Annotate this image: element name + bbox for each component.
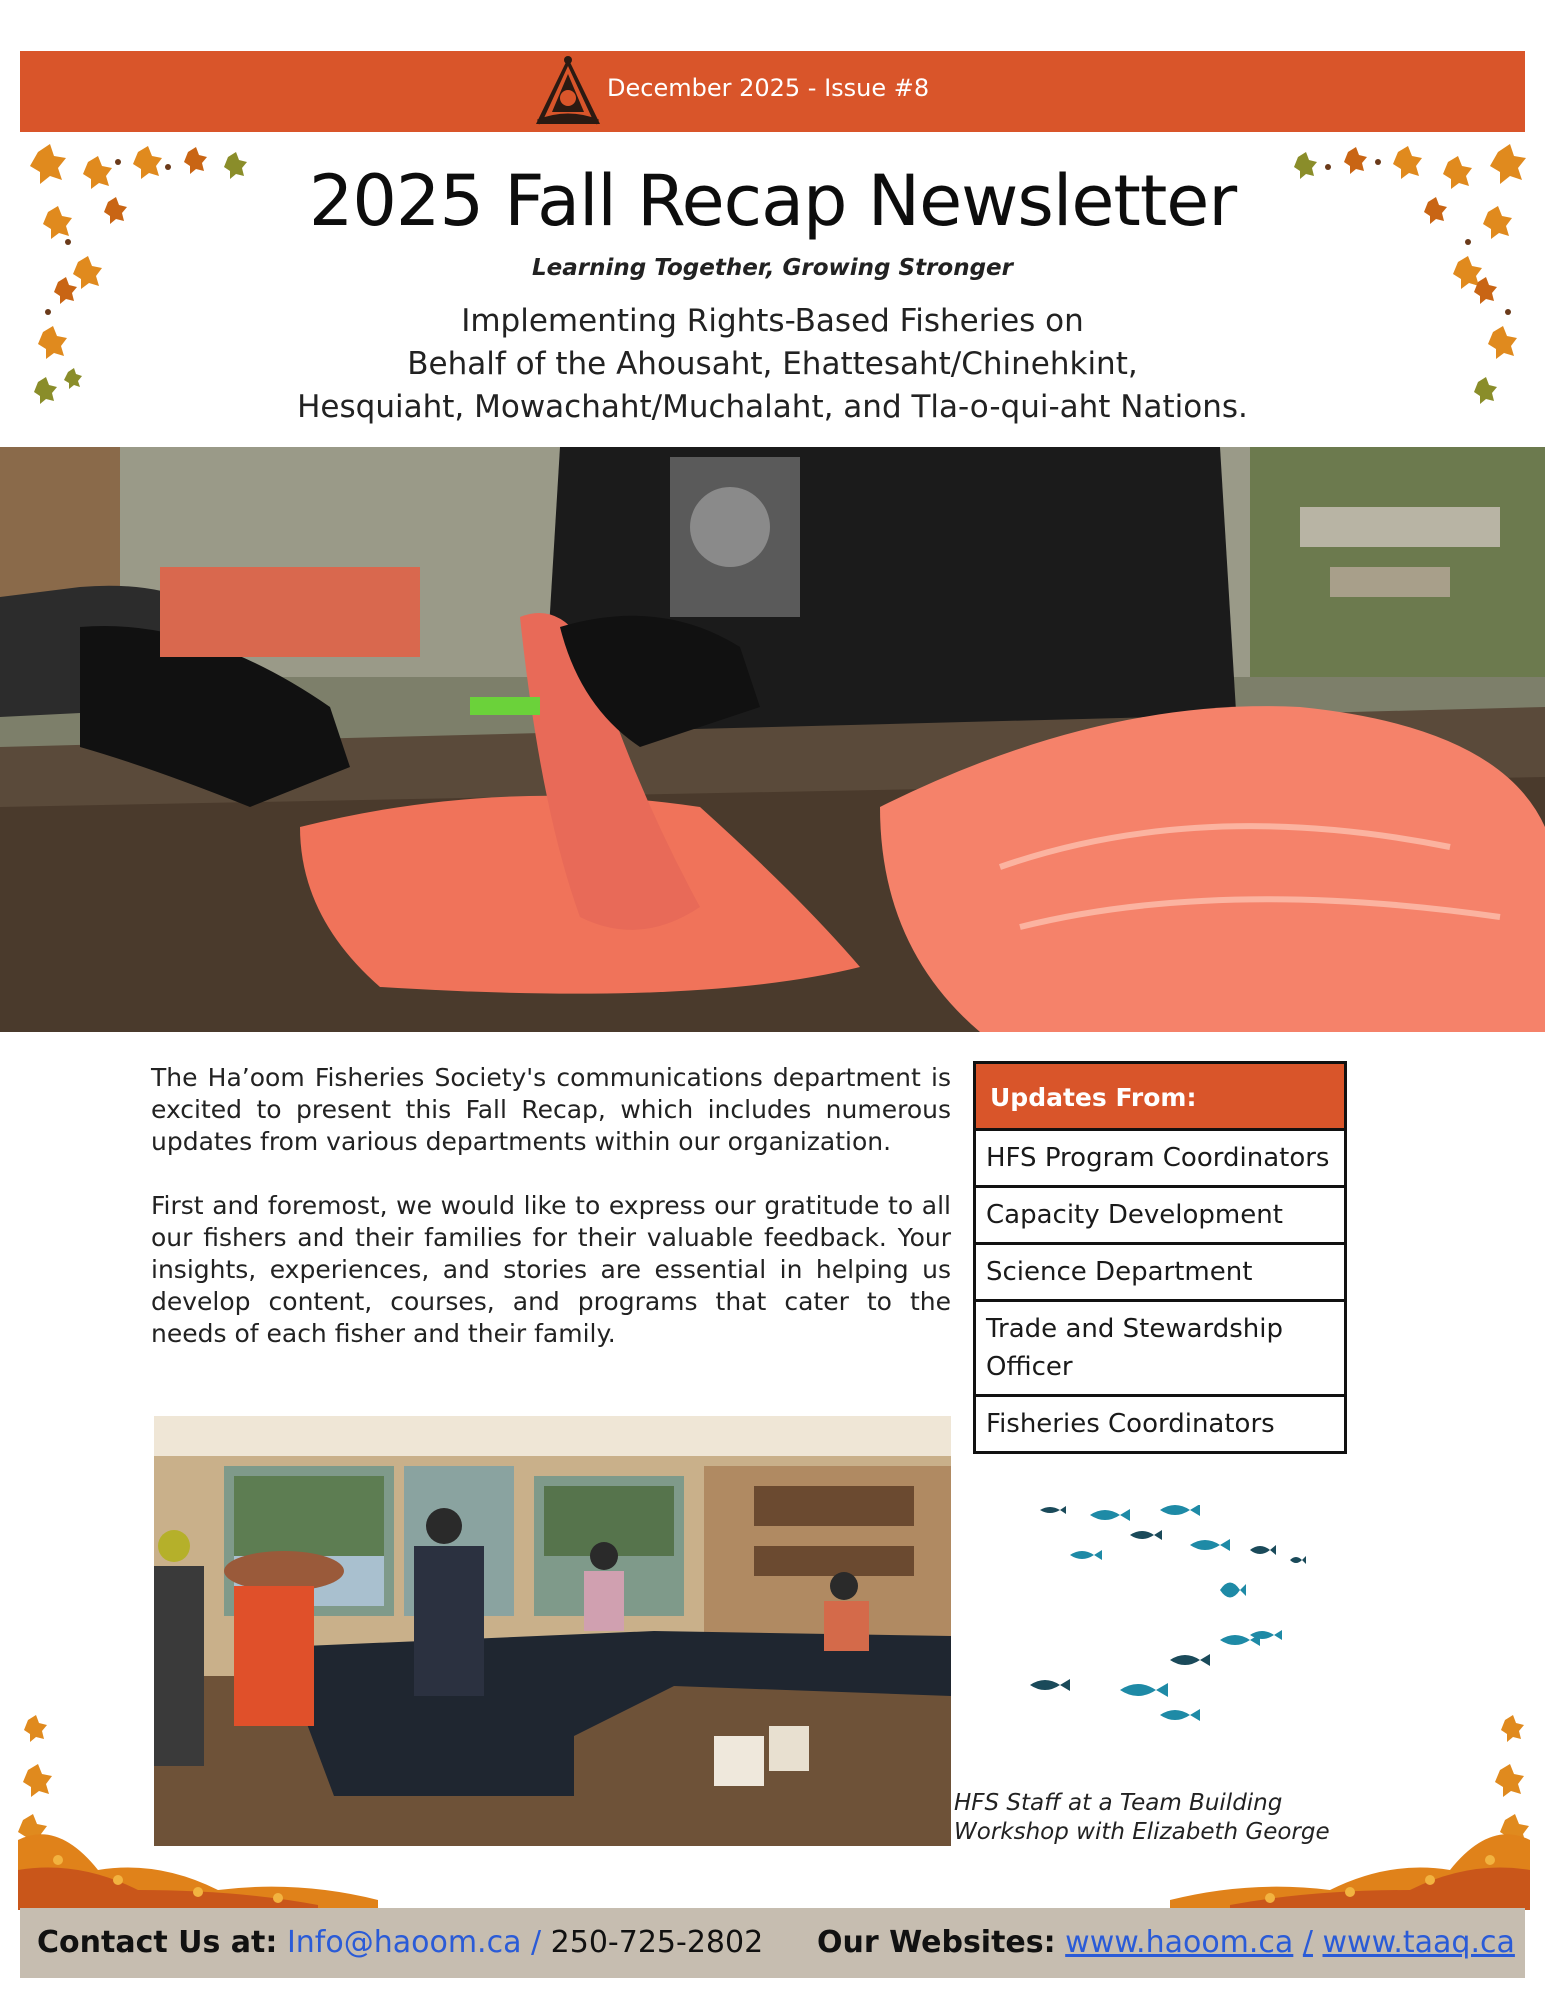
newsletter-tagline: Learning Together, Growing Stronger bbox=[532, 255, 1013, 281]
taaq-website-link[interactable]: www.taaq.ca bbox=[1322, 1925, 1515, 1960]
subtitle-line: Behalf of the Ahousaht, Ehattesaht/Chinehkint, bbox=[407, 346, 1138, 382]
autumn-leaves-corner-bottom-left bbox=[18, 1710, 378, 1910]
haoom-website-link[interactable]: www.haoom.ca bbox=[1065, 1925, 1294, 1960]
caption-line: Workshop with Elizabeth George bbox=[954, 1819, 1330, 1845]
updates-header: Updates From: bbox=[976, 1064, 1344, 1131]
intro-text bbox=[151, 1062, 951, 1350]
updates-item: Trade and Stewardship Officer bbox=[976, 1302, 1344, 1397]
newsletter-title: 2025 Fall Recap Newsletter bbox=[308, 160, 1237, 242]
haoom-logo-icon bbox=[528, 52, 608, 132]
subtitle-line: Implementing Rights-Based Fisheries on bbox=[461, 303, 1084, 339]
footer-websites bbox=[817, 1925, 1515, 1960]
autumn-leaves-corner-bottom-right bbox=[1170, 1710, 1530, 1910]
websites-separator: / bbox=[1302, 1925, 1313, 1960]
contact-separator: / bbox=[531, 1925, 542, 1960]
intro-paragraph: The Ha’oom Fisheries Society's communications department is excited to present this Fall Recap, which includes numerous updates from various departments within our organization. bbox=[151, 1063, 951, 1156]
websites-label: Our Websites: bbox=[817, 1925, 1056, 1960]
updates-item: Fisheries Coordinators bbox=[986, 1409, 1275, 1439]
caption-line: HFS Staff at a Team Building bbox=[954, 1790, 1283, 1816]
footer-contact bbox=[37, 1925, 763, 1960]
updates-from-box bbox=[973, 1061, 1347, 1454]
updates-item: HFS Program Coordinators bbox=[976, 1131, 1344, 1188]
hero-photo-fish-processing bbox=[0, 447, 1545, 1032]
contact-label: Contact Us at: bbox=[37, 1925, 278, 1960]
email-link[interactable]: Info@haoom.ca bbox=[286, 1925, 522, 1960]
updates-item: Science Department bbox=[976, 1245, 1344, 1302]
newsletter-subtitle bbox=[0, 300, 1545, 429]
intro-paragraph: First and foremost, we would like to express our gratitude to all our fishers and their families for their valuable feedback. Your insights, experiences, and stories are essential in helping us develop content, courses, and programs that cater to the needs of each fisher and their family. bbox=[151, 1191, 951, 1348]
subtitle-line: Hesquiaht, Mowachaht/Muchalaht, and Tla-o-qui-aht Nations. bbox=[297, 389, 1248, 425]
phone-number: 250-725-2802 bbox=[550, 1925, 764, 1960]
updates-item: Capacity Development bbox=[976, 1188, 1344, 1245]
issue-label: December 2025 - Issue #8 bbox=[607, 74, 930, 102]
